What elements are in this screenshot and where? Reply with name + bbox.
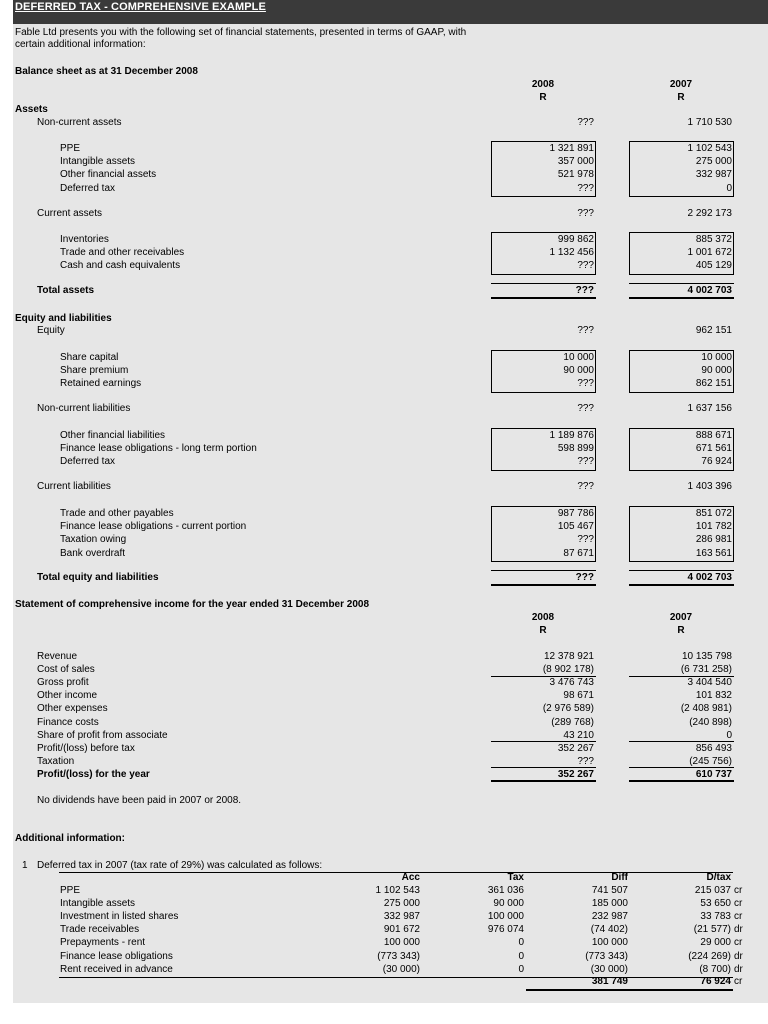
income-row-2007: (2 408 981) [680, 703, 732, 714]
page-title: DEFERRED TAX - COMPREHENSIVE EXAMPLE [15, 1, 266, 13]
dtax-row-cr-dr: cr [734, 898, 743, 909]
dtax-row-cr-dr: dr [734, 951, 743, 962]
dtax-header-acc: Acc [401, 872, 420, 883]
current-liabilities-item-2008: 105 467 [557, 521, 594, 532]
dtax-row-label: Prepayments - rent [60, 937, 146, 948]
year-2008-header: 2008 [531, 79, 555, 90]
profit-2008-underline [491, 780, 596, 782]
total-assets-label: Total assets [37, 285, 95, 296]
dtax-row-diff: 741 507 [591, 885, 628, 896]
current-liabilities-item-2007: 286 981 [695, 534, 732, 545]
income-row-label: Finance costs [37, 717, 99, 728]
deferred-tax-note-text: Deferred tax in 2007 (tax rate of 29%) was calculated as follows: [37, 860, 323, 871]
income-row-label: Share of profit from associate [37, 730, 168, 741]
income-row-2008: ??? [577, 756, 594, 767]
current-liabilities-item-2007: 101 782 [695, 521, 732, 532]
equity-item-label: Share capital [60, 352, 119, 363]
income-row-2007: (240 898) [689, 717, 732, 728]
dtax-row-cr-dr: dr [734, 964, 743, 975]
dtax-row-dtax: (8 700) [699, 964, 731, 975]
income-row-2007: 3 404 540 [687, 677, 732, 688]
taxation-2007-rule [629, 767, 734, 768]
dtax-row-tax: 0 [518, 937, 524, 948]
dtax-row-dtax: 53 650 [700, 898, 731, 909]
non-current-assets-item-label: PPE [60, 143, 81, 154]
dtax-row-acc: (30 000) [382, 964, 420, 975]
total-assets-2008: ??? [575, 285, 594, 296]
non-current-liabilities-item-label: Finance lease obligations - long term portion [60, 443, 257, 454]
current-assets-item-2008: ??? [577, 260, 594, 271]
balance-sheet-heading: Balance sheet as at 31 December 2008 [15, 66, 198, 77]
dtax-total-cr-dr: cr [734, 976, 743, 987]
income-row-2007: 101 832 [695, 690, 732, 701]
dtax-header-tax: Tax [507, 872, 524, 883]
current-liabilities-2007: 1 403 396 [687, 481, 732, 492]
non-current-liabilities-2007: 1 637 156 [687, 403, 732, 414]
current-liabilities-item-label: Finance lease obligations - current portion [60, 521, 247, 532]
dtax-row-acc: 332 987 [383, 911, 420, 922]
dtax-row-acc: 1 102 543 [375, 885, 420, 896]
dtax-row-diff: 185 000 [591, 898, 628, 909]
income-row-label: Gross profit [37, 677, 89, 688]
non-current-liabilities-item-label: Other financial liabilities [60, 430, 166, 441]
non-current-assets-item-2007: 0 [726, 183, 732, 194]
non-current-assets-item-2007: 332 987 [695, 169, 732, 180]
current-liabilities-item-label: Taxation owing [60, 534, 127, 545]
non-current-assets-item-2007: 275 000 [695, 156, 732, 167]
income-row-label: Taxation [37, 756, 75, 767]
dtax-row-tax: 0 [518, 951, 524, 962]
non-current-liabilities-item-2007: 671 561 [695, 443, 732, 454]
dtax-row-dtax: 33 783 [700, 911, 731, 922]
current-liabilities-label: Current liabilities [37, 481, 111, 492]
non-current-assets-2007: 1 710 530 [687, 117, 732, 128]
income-row-2007: 610 737 [695, 769, 732, 780]
associate-2007-rule [629, 741, 734, 742]
non-current-assets-item-label: Deferred tax [60, 183, 116, 194]
dtax-row-tax: 90 000 [493, 898, 524, 909]
total-equity-and-liabilities-2008: ??? [575, 572, 594, 583]
income-row-label: Other income [37, 690, 98, 701]
total-el-2007-underline [629, 584, 734, 586]
non-current-liabilities-item-2007: 76 924 [701, 456, 732, 467]
associate-2008-rule [491, 741, 596, 742]
current-assets-item-2008: 999 862 [557, 234, 594, 245]
income-row-2008: 43 210 [563, 730, 594, 741]
equity-item-2007: 10 000 [701, 352, 732, 363]
current-liabilities-item-2008: 987 786 [557, 508, 594, 519]
dtax-row-cr-dr: dr [734, 924, 743, 935]
dtax-row-acc: 901 672 [383, 924, 420, 935]
is-currency-2008-header: R [539, 625, 547, 636]
non-current-assets-label: Non-current assets [37, 117, 122, 128]
income-row-2008: 352 267 [557, 769, 594, 780]
dtax-row-label: Finance lease obligations [60, 951, 173, 962]
is-year-2007-header: 2007 [669, 612, 693, 623]
non-current-assets-item-2007: 1 102 543 [687, 143, 732, 154]
non-current-assets-2008: ??? [577, 117, 594, 128]
is-currency-2007-header: R [677, 625, 685, 636]
non-current-assets-item-2008: 1 321 891 [549, 143, 594, 154]
current-assets-label: Current assets [37, 208, 103, 219]
dtax-row-dtax: (21 577) [693, 924, 731, 935]
equity-item-2008: ??? [577, 378, 594, 389]
dtax-row-acc: (773 343) [377, 951, 420, 962]
income-row-2007: (6 731 258) [680, 664, 732, 675]
total-el-2008-topline [491, 570, 596, 571]
current-liabilities-item-2008: ??? [577, 534, 594, 545]
dtax-row-label: Investment in listed shares [60, 911, 179, 922]
income-row-2007: 10 135 798 [681, 651, 732, 662]
total-assets-2007: 4 002 703 [687, 285, 732, 296]
income-row-2008: (289 768) [551, 717, 594, 728]
income-row-2007: 856 493 [695, 743, 732, 754]
non-current-liabilities-label: Non-current liabilities [37, 403, 131, 414]
current-assets-item-2008: 1 132 456 [549, 247, 594, 258]
total-assets-2007-underline [629, 297, 734, 299]
non-current-assets-item-2008: 521 978 [557, 169, 594, 180]
income-row-2008: (8 902 178) [542, 664, 594, 675]
dtax-row-label: Intangible assets [60, 898, 136, 909]
dtax-row-tax: 0 [518, 964, 524, 975]
non-current-assets-item-2008: 357 000 [557, 156, 594, 167]
dtax-row-cr-dr: cr [734, 885, 743, 896]
dtax-row-label: Rent received in advance [60, 964, 173, 975]
year-2007-header: 2007 [669, 79, 693, 90]
taxation-2008-rule [491, 767, 596, 768]
current-assets-item-2007: 885 372 [695, 234, 732, 245]
income-statement-heading: Statement of comprehensive income for the year ended 31 December 2008 [15, 599, 370, 610]
income-row-2008: (2 976 589) [542, 703, 594, 714]
dtax-row-cr-dr: cr [734, 937, 743, 948]
current-assets-item-label: Cash and cash equivalents [60, 260, 181, 271]
currency-2007-header: R [677, 92, 685, 103]
equity-item-2007: 90 000 [701, 365, 732, 376]
total-assets-2007-topline [629, 283, 734, 284]
current-assets-item-label: Inventories [60, 234, 109, 245]
non-current-liabilities-item-2008: 1 189 876 [549, 430, 594, 441]
total-assets-2008-underline [491, 297, 596, 299]
equity-item-label: Retained earnings [60, 378, 142, 389]
current-assets-item-2007: 1 001 672 [687, 247, 732, 258]
income-row-2008: 12 378 921 [543, 651, 594, 662]
equity-and-liabilities-heading: Equity and liabilities [15, 313, 112, 324]
non-current-liabilities-item-2008: 598 899 [557, 443, 594, 454]
current-liabilities-item-2008: 87 671 [563, 548, 594, 559]
total-el-2007-topline [629, 570, 734, 571]
income-row-label: Revenue [37, 651, 78, 662]
currency-2008-header: R [539, 92, 547, 103]
current-liabilities-item-label: Bank overdraft [60, 548, 126, 559]
dividends-note: No dividends have been paid in 2007 or 2008. [37, 795, 242, 806]
total-assets-2008-topline [491, 283, 596, 284]
income-row-2008: 352 267 [557, 743, 594, 754]
equity-2007: 962 151 [695, 325, 732, 336]
dtax-row-diff: (74 402) [590, 924, 628, 935]
is-year-2008-header: 2008 [531, 612, 555, 623]
dtax-row-acc: 100 000 [383, 937, 420, 948]
income-row-label: Profit/(loss) before tax [37, 743, 135, 754]
current-assets-2007: 2 292 173 [687, 208, 732, 219]
current-liabilities-item-2007: 851 072 [695, 508, 732, 519]
dtax-row-acc: 275 000 [383, 898, 420, 909]
dtax-header-dtax: D/tax [706, 872, 731, 883]
dtax-row-dtax: 29 000 [700, 937, 731, 948]
income-row-label: Cost of sales [37, 664, 95, 675]
equity-item-2008: 90 000 [563, 365, 594, 376]
current-assets-item-2007: 405 129 [695, 260, 732, 271]
current-liabilities-item-label: Trade and other payables [60, 508, 174, 519]
equity-item-2007: 862 151 [695, 378, 732, 389]
current-assets-item-label: Trade and other receivables [60, 247, 185, 258]
dtax-header-diff: Diff [611, 872, 628, 883]
income-row-label: Other expenses [37, 703, 108, 714]
intro-text-line-1: Fable Ltd presents you with the following set of financial statements, presented in terms of GAAP, with [15, 27, 467, 38]
dtax-row-diff: (773 343) [585, 951, 628, 962]
total-equity-and-liabilities-2007: 4 002 703 [687, 572, 732, 583]
dtax-total-diff-underline [526, 989, 630, 991]
equity-label: Equity [37, 325, 65, 336]
profit-2007-underline [629, 780, 734, 782]
intro-text-line-2: certain additional information: [15, 39, 146, 50]
dtax-row-diff: 100 000 [591, 937, 628, 948]
income-row-2008: 98 671 [563, 690, 594, 701]
non-current-liabilities-item-2008: ??? [577, 456, 594, 467]
dtax-row-dtax: (224 269) [688, 951, 731, 962]
equity-2008: ??? [577, 325, 594, 336]
dtax-row-label: PPE [60, 885, 81, 896]
current-liabilities-item-2007: 163 561 [695, 548, 732, 559]
dtax-total-diff: 381 749 [591, 976, 628, 987]
dtax-row-diff: (30 000) [590, 964, 628, 975]
title-bar [13, 0, 768, 24]
cost-of-sales-2008-rule [491, 676, 596, 677]
income-row-2007: 0 [726, 730, 732, 741]
dtax-row-tax: 100 000 [487, 911, 524, 922]
total-el-2008-underline [491, 584, 596, 586]
non-current-liabilities-item-label: Deferred tax [60, 456, 116, 467]
income-row-2008: 3 476 743 [549, 677, 594, 688]
additional-info-heading: Additional information: [15, 833, 125, 844]
non-current-assets-item-2008: ??? [577, 183, 594, 194]
equity-item-label: Share premium [60, 365, 129, 376]
non-current-assets-item-label: Other financial assets [60, 169, 157, 180]
current-assets-2008: ??? [577, 208, 594, 219]
dtax-total-dtax: 76 924 [700, 976, 731, 987]
non-current-liabilities-item-2007: 888 671 [695, 430, 732, 441]
cost-of-sales-2007-rule [629, 676, 734, 677]
dtax-row-dtax: 215 037 [694, 885, 731, 896]
dtax-total-dtax-underline [629, 989, 733, 991]
non-current-assets-item-label: Intangible assets [60, 156, 136, 167]
income-row-label: Profit/(loss) for the year [37, 769, 150, 780]
current-liabilities-2008: ??? [577, 481, 594, 492]
assets-heading: Assets [15, 104, 48, 115]
dtax-row-tax: 976 074 [487, 924, 524, 935]
dtax-row-tax: 361 036 [487, 885, 524, 896]
dtax-row-label: Trade receivables [60, 924, 140, 935]
dtax-row-cr-dr: cr [734, 911, 743, 922]
non-current-liabilities-2008: ??? [577, 403, 594, 414]
income-row-2007: (245 756) [689, 756, 732, 767]
item-number: 1 [22, 860, 28, 871]
equity-item-2008: 10 000 [563, 352, 594, 363]
dtax-row-diff: 232 987 [591, 911, 628, 922]
total-equity-and-liabilities-label: Total equity and liabilities [37, 572, 159, 583]
